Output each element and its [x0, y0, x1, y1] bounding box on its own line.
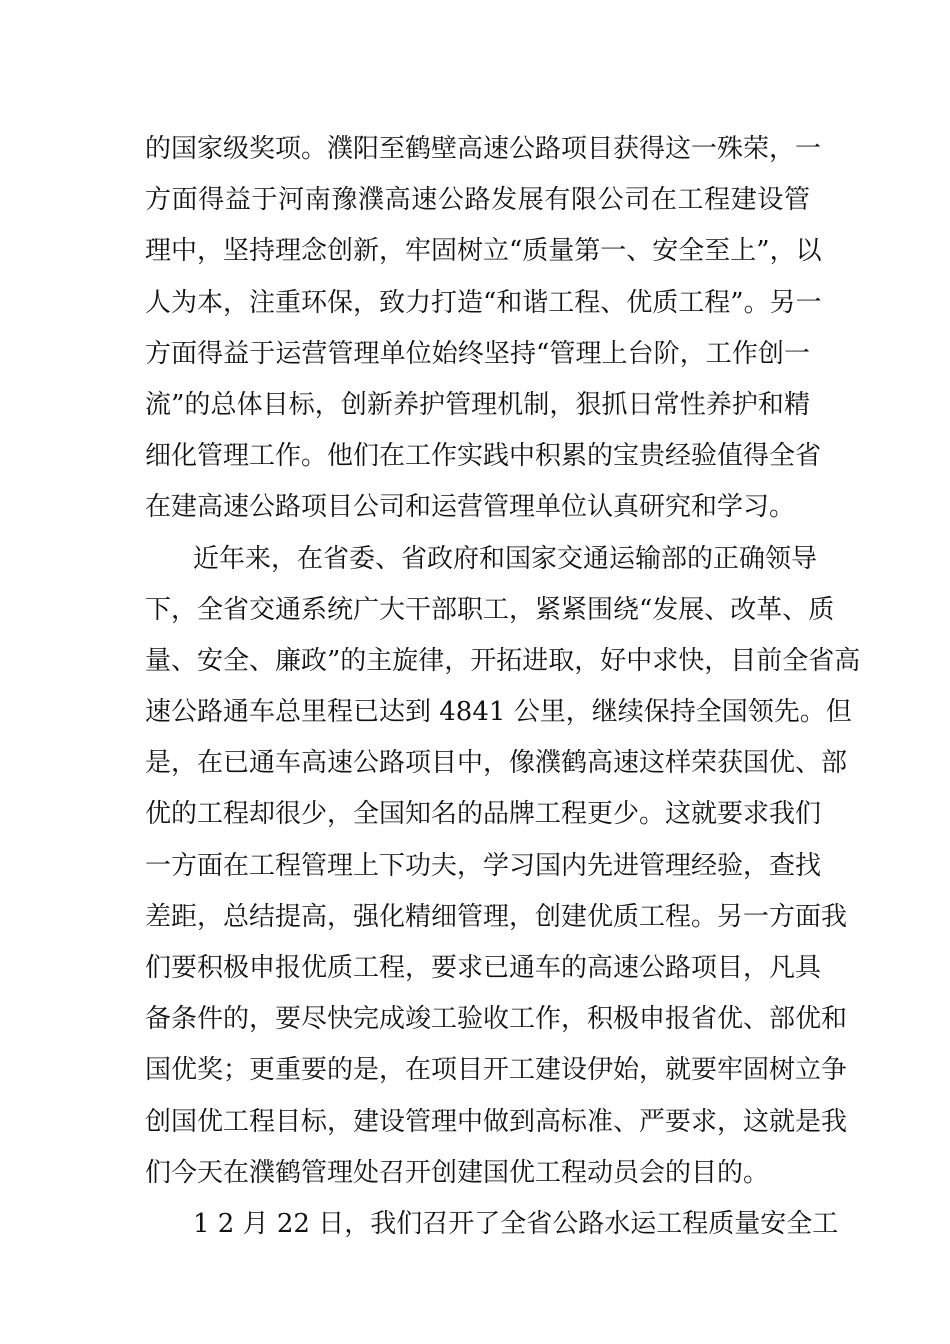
text-line: 的国家级奖项。濮阳至鹤壁高速公路项目获得这一殊荣，一: [145, 134, 822, 164]
body-text: [145, 124, 861, 1250]
text-line: 人为本，注重环保，致力打造“和谐工程、优质工程”。另一: [145, 287, 822, 318]
text-line: 量、安全、廉政”的主旋律，开拓进取，好中求快，目前全省高: [145, 645, 861, 676]
text-line: 是，在已通车高速公路项目中，像濮鹤高速这样荣获国优、部: [145, 748, 848, 779]
text-line: 国优奖；更重要的是，在项目开工建设伊始，就要牢固树立争: [145, 1055, 848, 1086]
paragraph-start-line: 近年来，在省委、省政府和国家交通运输部的正确领导: [193, 543, 818, 574]
text-line: 在建高速公路项目公司和运营管理单位认真研究和学习。: [145, 492, 796, 523]
text-line: 创国优工程目标，建设管理中做到高标准、严要求，这就是我: [145, 1106, 848, 1137]
text-line: 优的工程却很少，全国知名的品牌工程更少。这就要求我们: [145, 799, 822, 830]
text-line: 差距，总结提高，强化精细管理，创建优质工程。另一方面我: [145, 901, 848, 932]
text-line: 备条件的，要尽快完成竣工验收工作，积极申报省优、部优和: [145, 1004, 848, 1035]
text-line: 一方面在工程管理上下功夫，学习国内先进管理经验，查找: [145, 850, 822, 881]
paragraph-start-line: 1 2 月 22 日，我们召开了全省公路水运工程质量安全工: [193, 1208, 839, 1239]
text-line: 流”的总体目标，创新养护管理机制，狠抓日常性养护和精: [145, 389, 810, 420]
text-line: 理中，坚持理念创新，牢固树立“质量第一、安全至上”，以: [145, 236, 822, 267]
text-line: 们要积极申报优质工程，要求已通车的高速公路项目，凡具: [145, 953, 822, 983]
text-line: 们今天在濮鹤管理处召开创建国优工程动员会的目的。: [145, 1157, 770, 1188]
text-line: 方面得益于河南豫濮高速公路发展有限公司在工程建设管: [145, 185, 810, 216]
text-line: 下，全省交通系统广大干部职工，紧紧围绕“发展、改革、质: [145, 594, 835, 625]
text-line: 方面得益于运营管理单位始终坚持“管理上台阶，工作创一: [145, 338, 810, 369]
text-line: 速公路通车总里程已达到 4841 公里，继续保持全国领先。但: [145, 697, 852, 728]
text-line: 细化管理工作。他们在工作实践中积累的宝贵经验值得全省: [145, 441, 822, 472]
